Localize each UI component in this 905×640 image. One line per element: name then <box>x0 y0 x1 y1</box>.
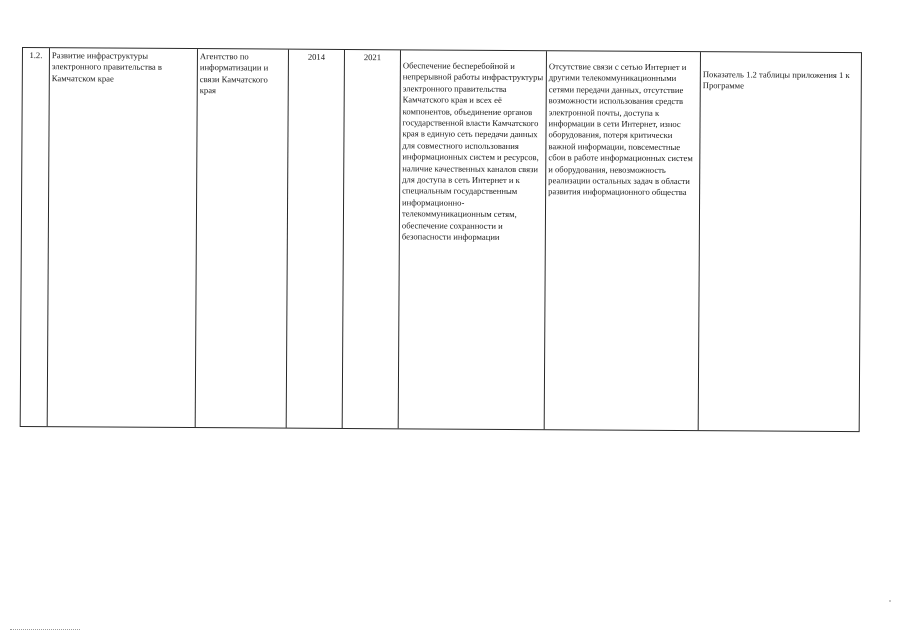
cell-item-number: 1.2. <box>29 50 43 61</box>
cell-expected-result: Обеспечение бесперебойной и непрерывной работы инфраструктуры электронного правительства Камчатского края и всех её компонентов, объединение органов государственной власти Камчатского края в единую сеть передачи данных для совместного использования информационных систем и ресурсов, наличие качественных каналов связи для доступа в сеть Интернет и к специальным государственным информационно-телекоммуникационным сетям, обеспечение сохранности и безопасности информации <box>398 50 546 429</box>
cell-consequences: Отсутствие связи с сетью Интернет и другими телекоммуникационными сетями передачи данных, отсутствие возможности использования средств электронной почты, доступа к информации в сети Интернет, износ оборудования, потеря критически важной информации, повсеместные сбои в работе информационных систем и оборудования, невозможность реализации остальных задач в области развития информационного общества <box>544 51 700 430</box>
scan-artifact-dot <box>889 600 891 602</box>
cell-indicator-link: Показатель 1.2 таблицы приложения 1 к Программе <box>698 52 861 431</box>
scan-artifact-line <box>10 629 80 631</box>
cell-activity-name: Развитие инфраструктуры электронного правительства в Камчатском крае <box>47 48 197 427</box>
cell-start-year: 2014 <box>286 50 344 428</box>
cell-responsible-executor: Агентство по информатизации и связи Камчатского края <box>195 49 288 428</box>
cell-end-year: 2021 <box>342 50 400 428</box>
program-table <box>20 47 862 432</box>
